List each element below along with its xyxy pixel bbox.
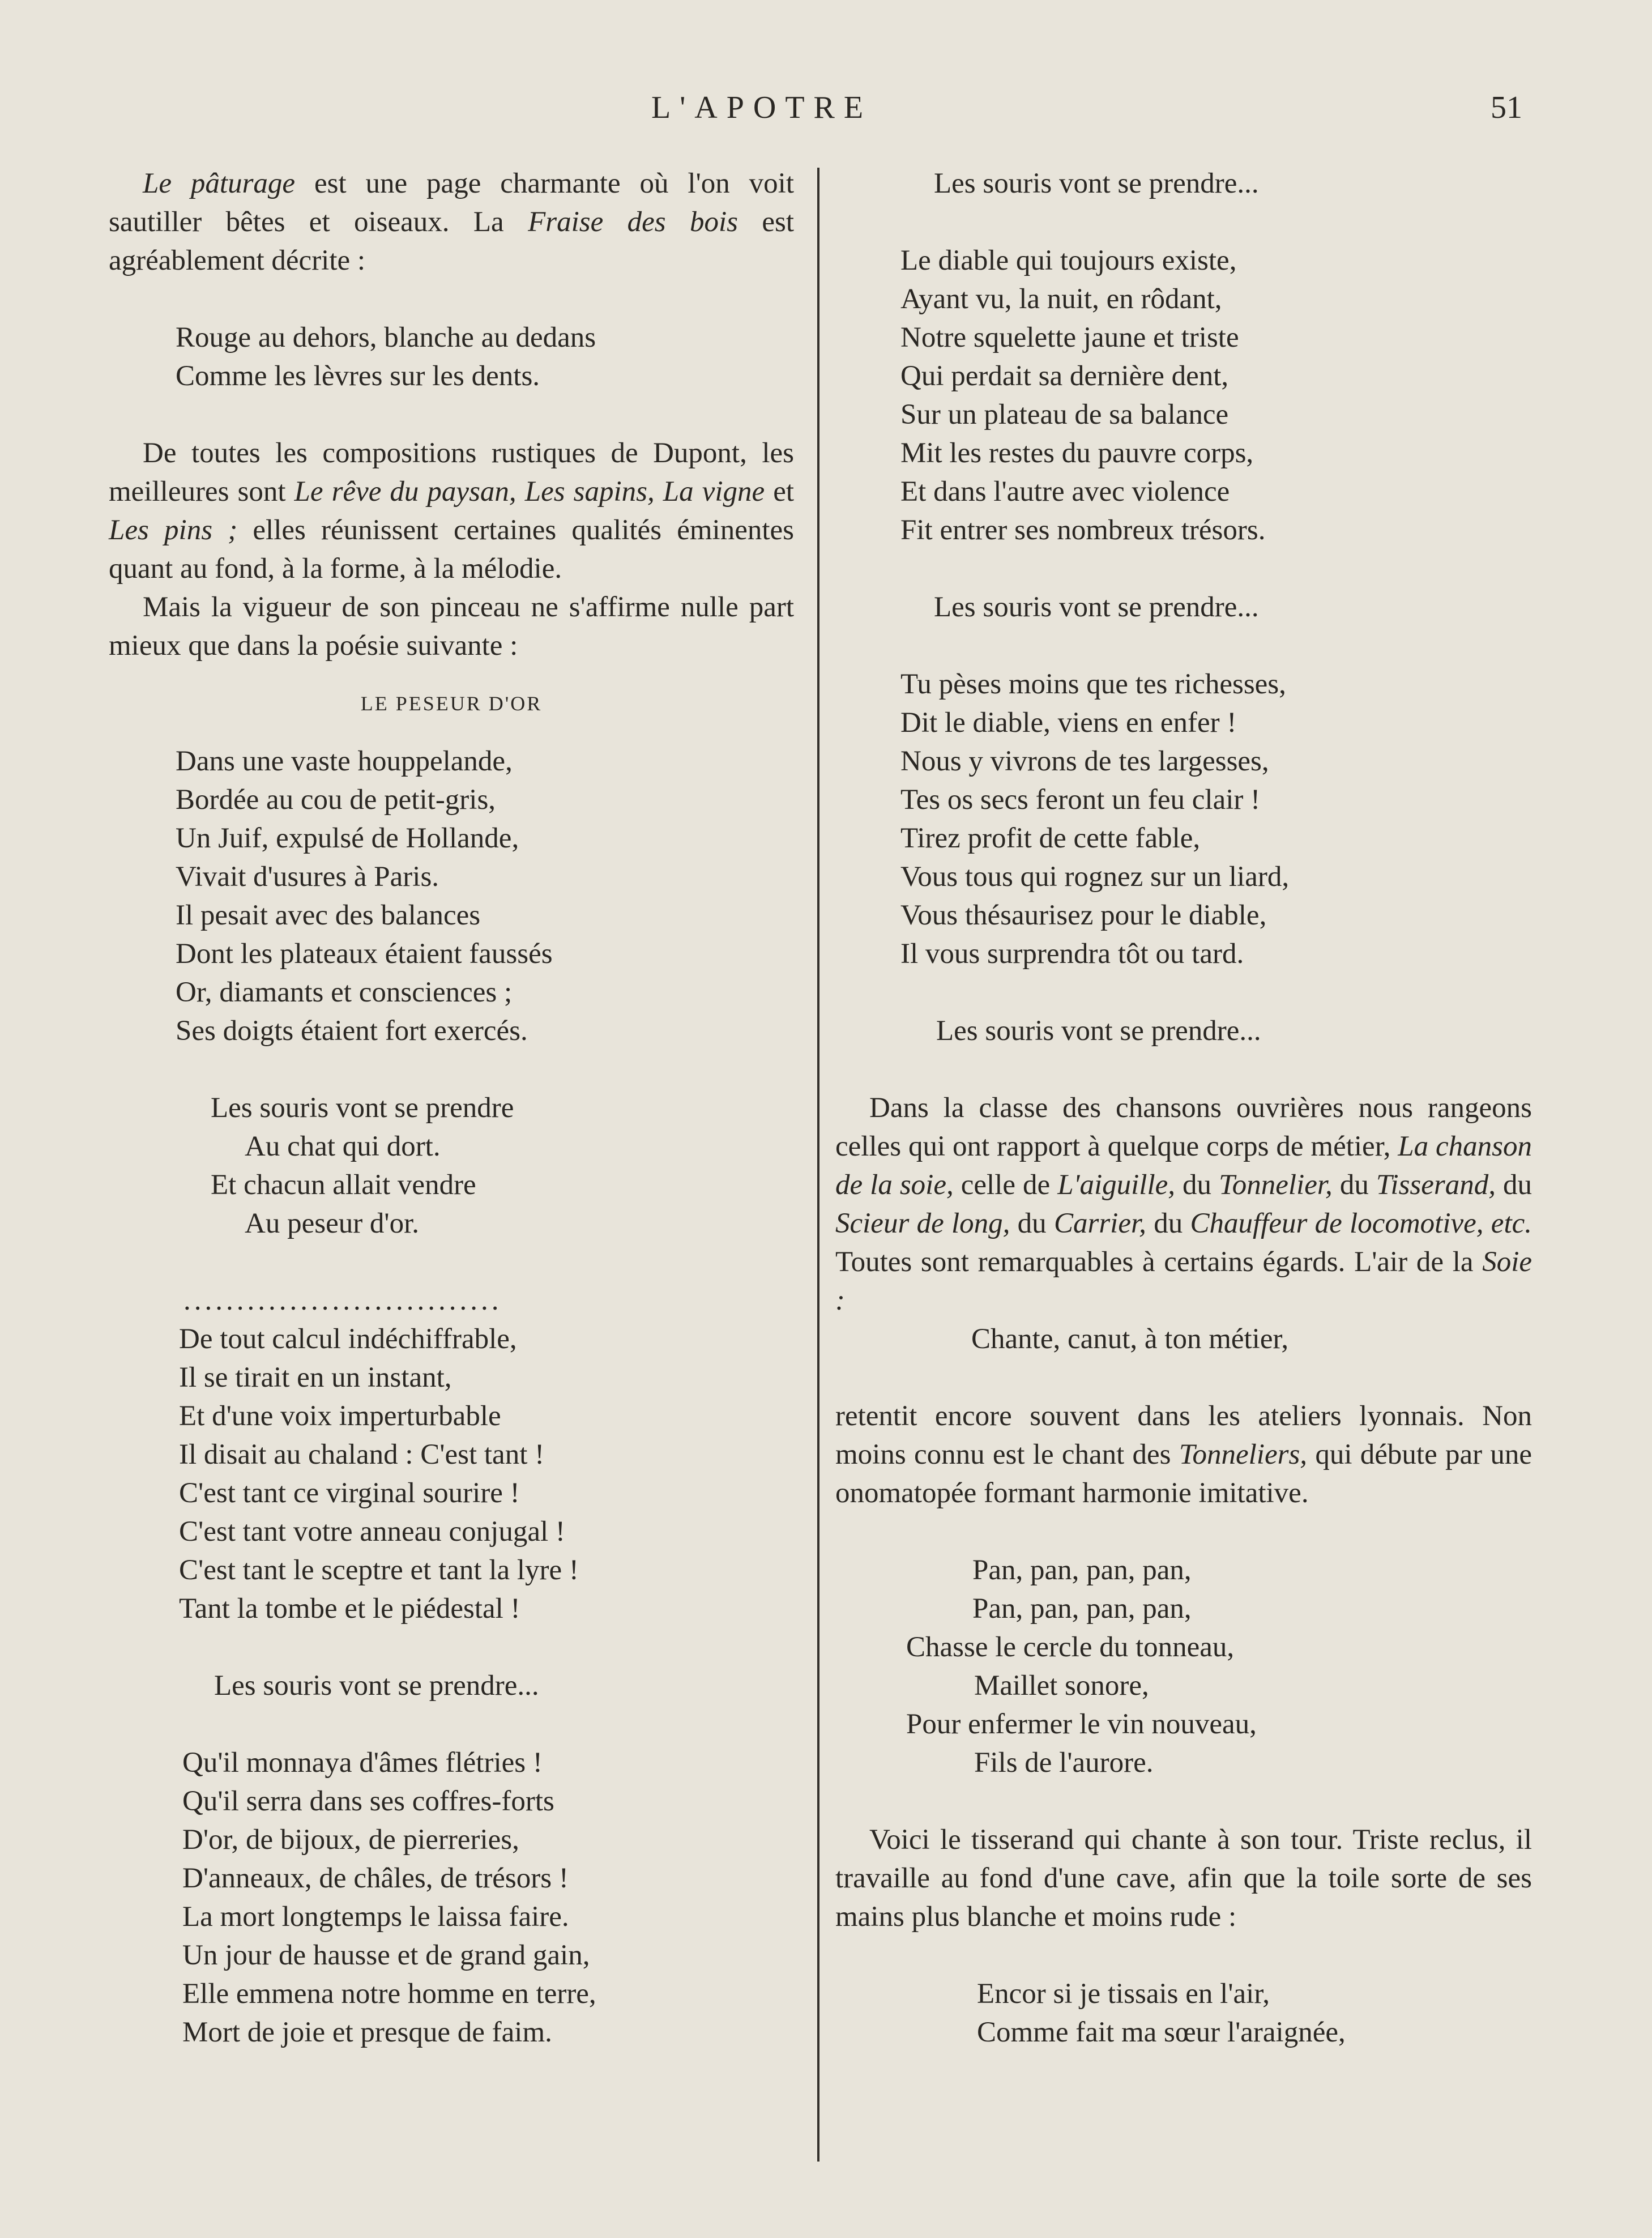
- verse-line: Rouge au dehors, blanche au dedans: [176, 322, 596, 353]
- verse-line: Qui perdait sa dernière dent,: [900, 360, 1229, 392]
- spacer: [109, 1243, 794, 1281]
- refrain-short: [835, 1012, 1532, 1050]
- spacer: [835, 1358, 1532, 1397]
- verse-line: Fit entrer ses nombreux trésors.: [900, 514, 1266, 546]
- paragraph-text: De toutes les compositions rustiques de Dupont, les meilleures sont: [109, 437, 794, 508]
- title-tisserand: Tisserand,: [1376, 1169, 1496, 1201]
- spacer: [109, 280, 794, 318]
- paragraph-vigueur: Mais la vigueur de son pinceau ne s'affirme nulle part mieux que dans la poésie suivante :: [109, 591, 794, 662]
- stanza-tonneliers: [835, 1551, 1532, 1782]
- title-scieur-de-long: Scieur de long,: [835, 1208, 1010, 1239]
- column-divider: [817, 168, 819, 2162]
- verse-line: Elle emmena notre homme en terre,: [182, 1978, 596, 2010]
- refrain-short: [835, 588, 1532, 626]
- verse-line: Il se tirait en un instant,: [179, 1362, 452, 1393]
- spacer: [835, 626, 1532, 665]
- verse-line: La mort longtemps le laissa faire.: [182, 1901, 569, 1933]
- verse-line: Vous tous qui rognez sur un liard,: [900, 861, 1290, 893]
- verse-line: Et d'une voix imperturbable: [179, 1400, 501, 1432]
- verse-line: Mort de joie et presque de faim.: [182, 2017, 552, 2048]
- title-les-pins: Les pins ;: [109, 514, 238, 546]
- verse-line: C'est tant votre anneau conjugal !: [179, 1516, 565, 1548]
- spacer: [835, 1512, 1532, 1551]
- paragraph-text: celle de: [953, 1169, 1058, 1201]
- paragraph-compositions: [109, 434, 794, 588]
- verse-line: Encor si je tissais en l'air,: [977, 1978, 1270, 2010]
- refrain-line: Les souris vont se prendre...: [934, 168, 1259, 199]
- stanza-tisserand: [835, 1975, 1532, 2052]
- verse-line: Pour enfermer le vin nouveau,: [906, 1708, 1257, 1740]
- page-number: 51: [1491, 90, 1522, 125]
- verse-line: Dans une vaste houppelande,: [176, 745, 513, 777]
- verse-line: Sur un plateau de sa balance: [900, 399, 1229, 430]
- quote-canut: [835, 1320, 1532, 1358]
- verse-line: Il pesait avec des balances: [176, 900, 481, 931]
- refrain-short: [109, 1666, 794, 1705]
- verse-line: Qu'il serra dans ses coffres-forts: [182, 1785, 554, 1817]
- verse-line: Ayant vu, la nuit, en rôdant,: [900, 283, 1222, 315]
- verse-line: Notre squelette jaune et triste: [900, 322, 1239, 353]
- spacer: [835, 549, 1532, 588]
- verse-line: Chante, canut, à ton métier,: [971, 1323, 1289, 1355]
- title-la-vigne: La vigne: [663, 476, 765, 508]
- paragraph-paturage: [109, 164, 794, 280]
- left-column: [109, 164, 794, 2052]
- paragraph-tisserand: Voici le tisserand qui chante à son tour. Triste reclus, il travaille au fond d'une cave, afin que la toile sorte de ses mains plus blanche et moins rude :: [835, 1824, 1532, 1933]
- paragraph-text: et: [765, 476, 795, 508]
- paragraph-text: est agréablement décrite :: [109, 206, 794, 276]
- quote-fraise: [109, 318, 794, 395]
- paragraph-text: est une page charmante où l'on voit sautiller bêtes et oiseaux. La: [109, 168, 794, 238]
- title-soie: Soie :: [835, 1246, 1532, 1316]
- title-aiguille: L'aiguille,: [1057, 1169, 1176, 1201]
- paragraph-text: retentit encore souvent dans les ateliers lyonnais. Non moins connu est le chant des: [835, 1400, 1532, 1470]
- verse-line: Bordée au cou de petit-gris,: [176, 784, 496, 816]
- verse-line: Mit les restes du pauvre corps,: [900, 437, 1254, 469]
- verse-line: Le diable qui toujours existe,: [900, 245, 1237, 276]
- verse-line: Tant la tombe et le piédestal !: [179, 1593, 520, 1625]
- ellipsis-dots: ..............................: [183, 1285, 502, 1316]
- verse-line: Vivait d'usures à Paris.: [176, 861, 439, 893]
- verse-line: Pan, pan, pan, pan,: [972, 1554, 1192, 1586]
- verse-line: D'or, de bijoux, de pierreries,: [182, 1824, 519, 1856]
- refrain-line: Et chacun allait vendre: [211, 1169, 476, 1201]
- paragraph-text: du: [1146, 1208, 1190, 1239]
- refrain-line: Les souris vont se prendre...: [936, 1015, 1261, 1047]
- paragraph-text: Toutes sont remarquables à certains égards. L'air de la: [835, 1246, 1483, 1278]
- spacer: [109, 1050, 794, 1089]
- refrain-full: [109, 1089, 794, 1243]
- verse-line: Vous thésaurisez pour le diable,: [900, 900, 1267, 931]
- verse-line: Ses doigts étaient fort exercés.: [176, 1015, 528, 1047]
- verse-line: Tu pèses moins que tes richesses,: [900, 668, 1286, 700]
- verse-line: Or, diamants et consciences ;: [176, 977, 513, 1008]
- spacer: [109, 723, 794, 742]
- verse-line: D'anneaux, de châles, de trésors !: [182, 1862, 569, 1894]
- title-le-paturage: Le pâturage: [143, 168, 296, 199]
- poem-title: LE PESEUR D'OR: [360, 692, 543, 715]
- title-tonnelier: Tonnelier,: [1219, 1169, 1333, 1201]
- paragraph-text: du: [1496, 1169, 1533, 1201]
- paragraph-text: du: [1332, 1169, 1376, 1201]
- paragraph-chansons-ouvrieres: [835, 1089, 1532, 1320]
- stanza-2: [109, 1320, 794, 1628]
- verse-line: Il vous surprendra tôt ou tard.: [900, 938, 1244, 970]
- verse-line: Chasse le cercle du tonneau,: [906, 1631, 1235, 1663]
- paragraph-text: elles réunissent certaines qualités éminentes quant au fond, à la forme, à la mélodie.: [109, 514, 794, 585]
- ellipsis-line: [109, 1281, 794, 1320]
- verse-line: Nous y vivrons de tes largesses,: [900, 745, 1269, 777]
- verse-line: Comme les lèvres sur les dents.: [176, 360, 540, 392]
- stanza-3: [109, 1743, 794, 2052]
- refrain-line: Les souris vont se prendre: [211, 1092, 514, 1124]
- refrain-line: Les souris vont se prendre...: [214, 1670, 539, 1702]
- stanza-1: [109, 742, 794, 1050]
- verse-line: C'est tant ce virginal sourire !: [179, 1477, 520, 1509]
- verse-line: Fils de l'aurore.: [974, 1747, 1154, 1779]
- verse-line: Tes os secs feront un feu clair !: [900, 784, 1261, 816]
- spacer: [109, 1628, 794, 1666]
- refrain-line: Les souris vont se prendre...: [934, 591, 1259, 623]
- stanza-4: [835, 241, 1532, 549]
- paragraph-text: du: [1175, 1169, 1219, 1201]
- verse-line: De tout calcul indéchiffrable,: [179, 1323, 517, 1355]
- paragraph-text: Dans la classe des chansons ouvrières nous rangeons celles qui ont rapport à quelque corps de métier,: [835, 1092, 1532, 1162]
- verse-line: Pan, pan, pan, pan,: [972, 1593, 1192, 1625]
- paragraph-text: qui débute par une onomatopée formant harmonie imitative.: [835, 1439, 1532, 1509]
- title-fraise-des-bois: Fraise des bois: [528, 206, 738, 238]
- spacer: [835, 1936, 1532, 1975]
- verse-line: Maillet sonore,: [974, 1670, 1149, 1702]
- title-tonneliers: Tonneliers,: [1179, 1439, 1308, 1470]
- refrain-short: [835, 164, 1532, 203]
- paragraph-tonneliers: [835, 1397, 1532, 1512]
- running-head: L'APOTRE: [651, 90, 873, 125]
- spacer: [835, 203, 1532, 241]
- verse-line: Comme fait ma sœur l'araignée,: [977, 2017, 1346, 2048]
- verse-line: Il disait au chaland : C'est tant !: [179, 1439, 545, 1470]
- verse-line: Dont les plateaux étaient faussés: [176, 938, 553, 970]
- title-chanson-soie: La chanson de la soie,: [835, 1131, 1532, 1201]
- verse-line: Qu'il monnaya d'âmes flétries !: [182, 1747, 543, 1779]
- verse-line: C'est tant le sceptre et tant la lyre !: [179, 1554, 579, 1586]
- verse-line: Tirez profit de cette fable,: [900, 822, 1201, 854]
- verse-line: Dit le diable, viens en enfer !: [900, 707, 1237, 739]
- spacer: [109, 1705, 794, 1743]
- paragraph-text: du: [1010, 1208, 1054, 1239]
- paragraph-text: [655, 476, 663, 508]
- spacer: [835, 1782, 1532, 1821]
- verse-line: Un Juif, expulsé de Hollande,: [176, 822, 519, 854]
- spacer: [109, 665, 794, 684]
- verse-line: Un jour de hausse et de grand gain,: [182, 1939, 590, 1971]
- title-carrier: Carrier,: [1053, 1208, 1146, 1239]
- refrain-line: Au peseur d'or.: [245, 1208, 420, 1239]
- title-chauffeur: Chauffeur de locomotive, etc.: [1190, 1208, 1532, 1239]
- refrain-line: Au chat qui dort.: [245, 1131, 441, 1162]
- spacer: [109, 395, 794, 434]
- stanza-5: [835, 665, 1532, 973]
- spacer: [835, 973, 1532, 1012]
- spacer: [835, 1050, 1532, 1089]
- title-reve-sapins: Le rêve du paysan, Les sapins,: [294, 476, 655, 508]
- verse-line: Et dans l'autre avec violence: [900, 476, 1230, 508]
- right-column: [835, 164, 1532, 2052]
